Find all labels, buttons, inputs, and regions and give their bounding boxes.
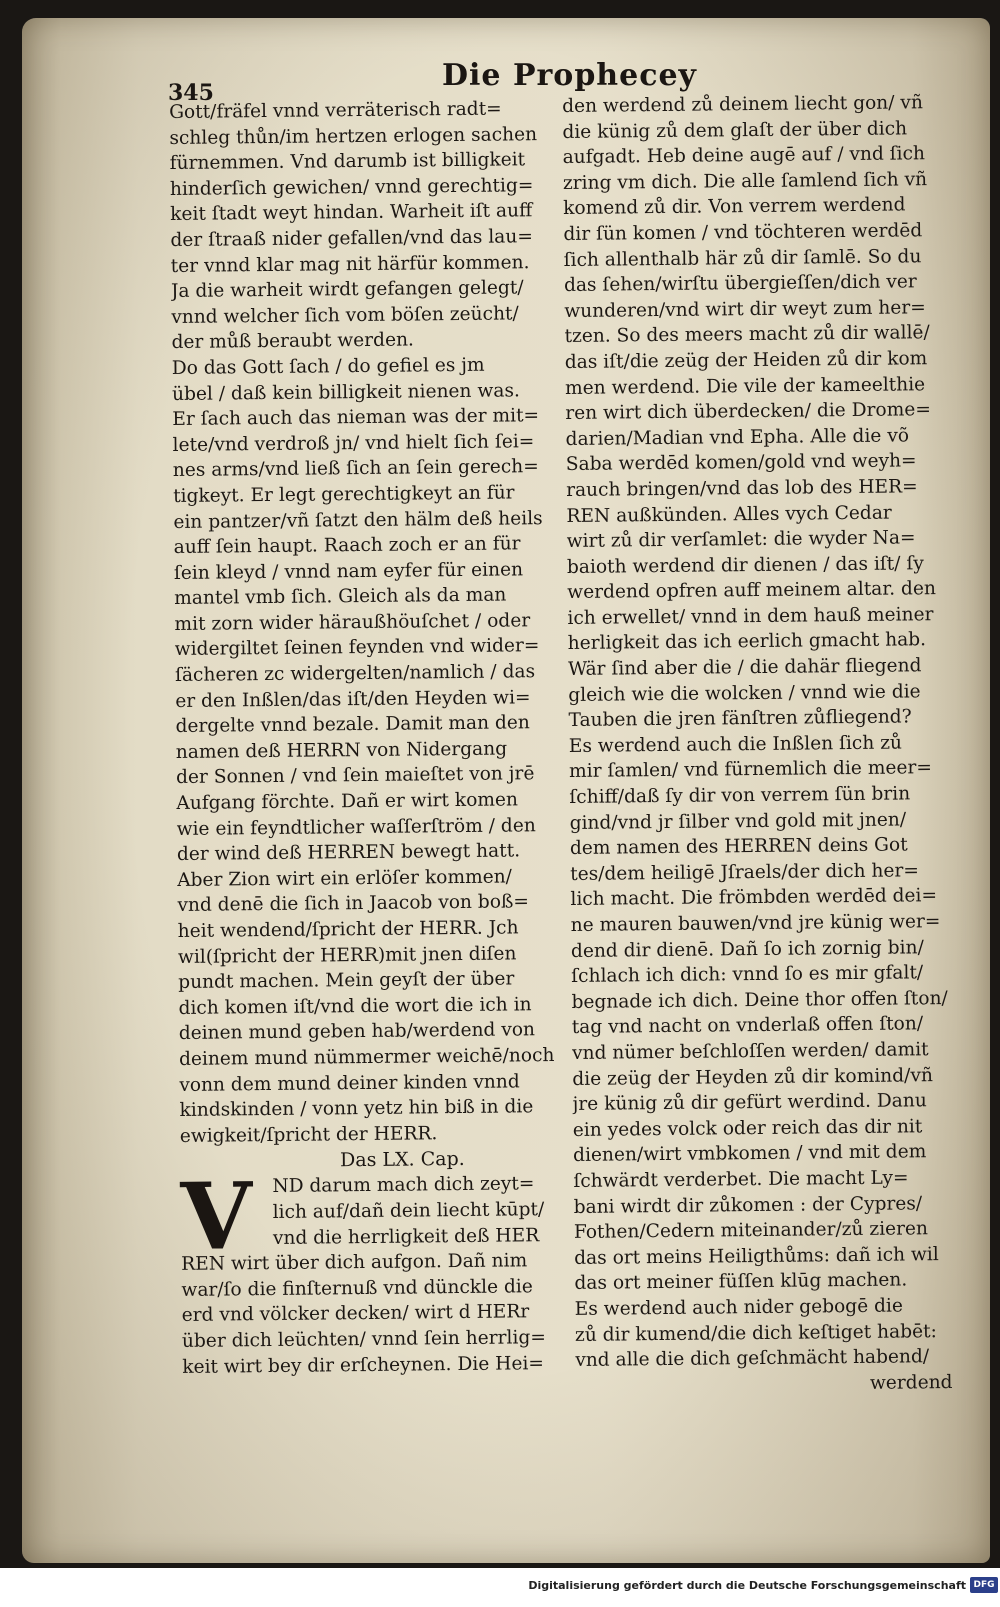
text-line: fürnemmen. Vnd darumb ist billigkeit	[169, 149, 526, 175]
text-line: vonn dem mund deiner kinden vnnd	[179, 1070, 520, 1096]
text-line: ſein kleyd / vnnd nam eyfer für einen	[173, 559, 524, 584]
text-line: kindskinden / vonn yetz hin biß in die	[179, 1096, 534, 1122]
text-line: heit wendend/ſpricht der HERR. Jch	[177, 917, 519, 942]
text-line: mit zorn wider häraußhöuſchet / oder	[174, 610, 531, 635]
text-line: dir ſün komen / vnd töchteren werdēd	[563, 220, 923, 245]
text-line: über dich leüchten/ vnnd ſein herrlig=	[181, 1327, 546, 1352]
page-number: 345	[168, 80, 214, 106]
text-line: ND darum mach dich zeyt=	[272, 1173, 535, 1198]
text-line: namen deß HERRN von Nidergang	[175, 738, 508, 763]
text-line: baioth werdend dir dienen / das iſt/ ſy	[566, 552, 924, 578]
text-line: tes/dem heiligē Jſraels/der dich her=	[570, 860, 919, 885]
text-line: Do das Gott ſach / do gefiel es jm	[171, 354, 485, 379]
text-line: vnd denē die ſich in Jaacob von boß=	[177, 891, 530, 917]
text-line: die künig zů dem glaſt der über dich	[562, 117, 908, 143]
text-line: vnnd welcher ſich vom böſen zeücht/	[171, 303, 519, 328]
text-line: vnd alle die dich geſchmächt habend/	[575, 1346, 930, 1372]
text-line: ſächeren zc widergelten/namlich / das	[174, 661, 536, 687]
text-line: ne mauren bauwen/vnd jre künig wer=	[570, 911, 941, 936]
text-line: lete/vnd verdroß jn/ vnd hielt ſich ſei=	[172, 430, 535, 456]
text-line: der Sonnen / vnd ſein maieſtet von jrē	[175, 763, 535, 789]
text-line: Es werdend auch die Inßlen ſich zů	[568, 732, 903, 757]
text-line: die zeüg der Heyden zů dir komind/vñ	[572, 1064, 933, 1090]
running-title: Die Prophecey	[442, 58, 697, 93]
text-line: tag vnd nacht on vnderlaß offen ſton/	[571, 1013, 924, 1039]
text-line: begnade ich dich. Deine thor offen ſton/	[571, 987, 948, 1013]
text-line: war/ſo die finſternuß vnd dünckle die	[181, 1275, 533, 1301]
text-line: Aufgang förchte. Dañ er wirt komen	[176, 789, 519, 814]
chapter-heading: Das LX. Cap.	[340, 1148, 465, 1172]
text-line: jre künig zů dir gefürt werdind. Danu	[572, 1090, 927, 1116]
text-line: erd vnd völcker decken/ wirt d HERr	[181, 1301, 530, 1327]
text-line: bani wirdt dir zůkomen : der Cypres/	[573, 1192, 923, 1218]
text-line: dergelte vnnd bezale. Damit man den	[175, 712, 530, 738]
text-line: Aber Zion wirt ein erlöſer kommen/	[177, 866, 512, 891]
text-line: das ort meins Heiligthůms: dañ ich wil	[574, 1243, 939, 1269]
text-line: übel / daß kein billigkeit nienen was.	[171, 379, 520, 405]
text-line: wirt zů dir verſamlet: die wyder Na=	[566, 527, 916, 553]
digitization-footer	[0, 1568, 1000, 1607]
text-line: mir ſamlen/ vnd fürnemlich die meer=	[568, 757, 932, 783]
text-line: Ja die warheit wirdt gefangen gelegt/	[170, 277, 524, 303]
text-line: Saba werdēd komen/gold vnd weyh=	[565, 450, 917, 476]
left-text-column	[169, 96, 577, 1380]
text-line: er den Inßlen/das iſt/den Heyden wi=	[175, 686, 531, 712]
text-line: ich erwellet/ vnnd in dem hauß meiner	[567, 604, 934, 629]
text-line: men werdend. Die vile der kameelthie	[564, 373, 926, 399]
text-line: ren wirt dich überdecken/ die Drome=	[565, 399, 931, 425]
text-line: ewigkeit/ſpricht der HERR.	[179, 1122, 438, 1147]
text-line: gind/vnd jr ſilber vnd gold mit jnen/	[569, 809, 907, 834]
text-line: mantel vmb ſich. Gleich als da man	[174, 584, 507, 610]
right-text-column	[562, 90, 961, 1399]
text-line: der wind deß HERREN bewegt hatt.	[176, 840, 521, 866]
text-line: rauch bringen/vnd das lob des HER=	[566, 476, 918, 501]
text-line: das iſt/die zeüg der Heiden zů dir kom	[564, 348, 928, 373]
text-line: ſchwärdt verderbet. Die macht Ly=	[573, 1167, 909, 1192]
text-line: wie ein feyndtlicher waſſerſtröm / den	[176, 814, 536, 840]
text-line: vnd die herrligkeit deß HER	[272, 1224, 540, 1249]
text-line: den werdend zů deinem liecht gon/ vñ	[562, 92, 923, 117]
text-line: darien/Madian vnd Epha. Alle die võ	[565, 425, 910, 450]
text-line: ſchiff/daß ſy dir von verrem ſün brin	[569, 783, 911, 808]
text-line: schleg thůn/im hertzen erlogen sachen	[169, 123, 538, 149]
text-line: tigkeyt. Er legt gerechtigkeyt an für	[173, 482, 515, 507]
text-line: vnd nümer beſchloſſen werden/ damit	[571, 1039, 929, 1064]
chapter-opening	[180, 1162, 577, 1380]
text-line: ſich allenthalb här zů dir ſamlē. So du	[563, 245, 922, 271]
text-line: nes arms/vnd ließ ſich an ſein gerech=	[172, 456, 539, 482]
text-line: REN außkünden. Alles vych Cedar	[566, 502, 892, 527]
text-line: deinen mund geben hab/werdend von	[178, 1019, 536, 1045]
text-line: Er ſach auch das nieman was der mit=	[172, 405, 540, 431]
text-line: keit wirt bey dir erſcheynen. Die Hei=	[182, 1352, 545, 1378]
text-line: tzen. So des meers macht zů dir wallē/	[564, 322, 930, 348]
text-line: wunderen/vnd wirt dir weyt zum her=	[564, 296, 926, 322]
text-line: lich macht. Die frömbden werdēd dei=	[570, 885, 938, 911]
text-line: werdend opfren auff meinem altar. den	[567, 578, 937, 604]
text-line: auff ſein haupt. Raach zoch er an für	[173, 533, 521, 559]
left-column-lines	[169, 96, 575, 1149]
text-line: zů dir kumend/die dich keſtiget habēt:	[574, 1320, 937, 1346]
text-line: Tauben die jren fänſtren zůfliegend?	[568, 706, 912, 732]
text-line: deinem mund nümmermer weichē/noch	[178, 1044, 555, 1070]
text-line: REN wirt über dich aufgon. Dañ nim	[181, 1250, 528, 1276]
text-line: ter vnnd klar mag nit härfür kommen.	[170, 251, 530, 277]
text-line: dienen/wirt vmbkomen / vnd mit dem	[573, 1141, 927, 1167]
text-line: Gott/fräfel vnnd verräterisch radt=	[169, 98, 502, 123]
text-line: dend dir dienē. Dañ ſo ich zornig bin/	[570, 936, 924, 962]
text-line: hinderſich gewichen/ vnnd gerechtig=	[169, 174, 534, 200]
text-line: gleich wie die wolcken / vnnd wie die	[568, 680, 921, 706]
text-line: Fothen/Cedern miteinander/zů zieren	[573, 1218, 929, 1244]
text-line: keit ſtadt weyt hindan. Warheit iſt auff	[170, 200, 533, 226]
text-line: widergiltet ſeinen feynden vnd wider=	[174, 635, 540, 661]
text-line: ein yedes volck oder reich das dir nit	[572, 1116, 923, 1141]
text-line: der můß beraubt werden.	[171, 329, 415, 354]
text-line: Wär ſind aber die / die dahär fliegend	[567, 655, 922, 681]
text-line: dich komen iſt/vnd die wort die ich in	[178, 994, 532, 1019]
text-line: wil(ſpricht der HERR)mit jnen diſen	[177, 943, 517, 968]
text-line: komend zů dir. Von verrem werdend	[563, 194, 906, 220]
text-line: pundt machen. Mein geyſt der über	[178, 968, 515, 994]
dfg-logo: DFG	[970, 1577, 998, 1593]
text-line: das ort meiner füſſen klūg machen.	[574, 1269, 908, 1295]
text-line: lich auf/dañ dein liecht kūpt/	[272, 1199, 545, 1223]
text-line: dem namen des HERREN deins Got	[569, 834, 908, 860]
text-line: das ſehen/wirſtu übergieſſen/dich ver	[563, 271, 917, 297]
text-line: zring vm dich. Die alle ſamlend ſich vñ	[562, 168, 928, 194]
text-line: ſchlach ich dich: vnnd ſo es mir gfalt/	[571, 962, 924, 988]
text-line: ein pantzer/vñ ſatzt den hälm deß heils	[173, 507, 543, 533]
text-line: Es werdend auch nider gebogē die	[574, 1295, 904, 1320]
right-column-lines	[562, 90, 960, 1374]
text-line: herligkeit das ich eerlich gmacht hab.	[567, 629, 927, 655]
funding-credit: Digitalisierung gefördert durch die Deutsche Forschungsgemeinschaft	[528, 1579, 966, 1592]
catchword: werdend	[869, 1371, 953, 1394]
drop-cap: V	[180, 1162, 253, 1272]
text-line: aufgadt. Heb deine augē auf / vnd ſich	[562, 143, 926, 169]
book-page	[22, 18, 990, 1563]
text-line: der ſtraaß nider gefallen/vnd das lau=	[170, 226, 533, 251]
